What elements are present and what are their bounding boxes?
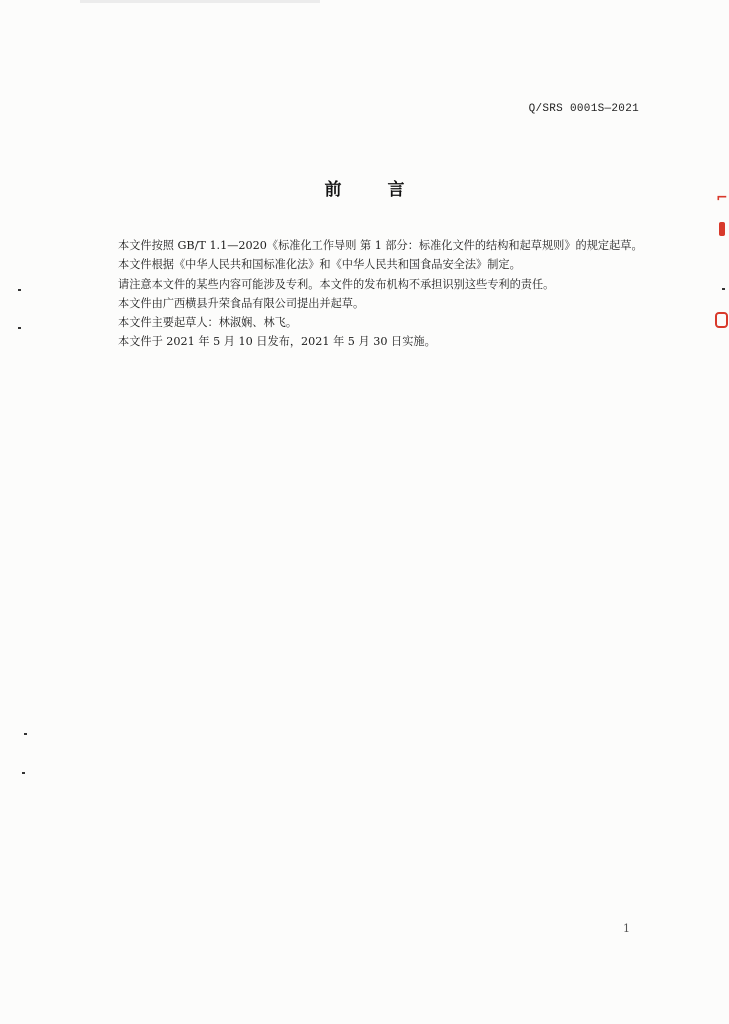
- stamp-fragment: [719, 222, 725, 236]
- document-code: Q/SRS 0001S—2021: [528, 103, 639, 115]
- stamp-fragment: [715, 312, 728, 328]
- scan-speck: [18, 289, 21, 291]
- page-number: 1: [623, 922, 630, 935]
- stamp-fragment: ⌐: [716, 190, 728, 206]
- paragraph-drafters: 本文件主要起草人：林淑娴、林飞。: [118, 316, 298, 330]
- paragraph-proposer: 本文件由广西横县升荣食品有限公司提出并起草。: [118, 296, 365, 310]
- scan-shade: [80, 0, 320, 3]
- scan-speck: [22, 772, 25, 774]
- scan-speck: [18, 327, 21, 329]
- foreword-body: [84, 236, 644, 352]
- paragraph-drafting-rules: 本文件按照 GB/T 1.1—2020《标准化工作导则 第 1 部分：标准化文件的结构和起草规则》的规定起草。: [118, 239, 643, 252]
- scan-speck: [24, 733, 27, 735]
- page-title: 前 言: [324, 180, 425, 200]
- paragraph-patent-notice: 请注意本文件的某些内容可能涉及专利。本文件的发布机构不承担识别这些专利的责任。: [118, 277, 555, 291]
- scan-speck: [722, 288, 725, 290]
- paragraph-legal-basis: 本文件根据《中华人民共和国标准化法》和《中华人民共和国食品安全法》制定。: [118, 258, 521, 272]
- paragraph-dates: 本文件于 2021 年 5 月 10 日发布，2021 年 5 月 30 日实施。: [118, 335, 436, 349]
